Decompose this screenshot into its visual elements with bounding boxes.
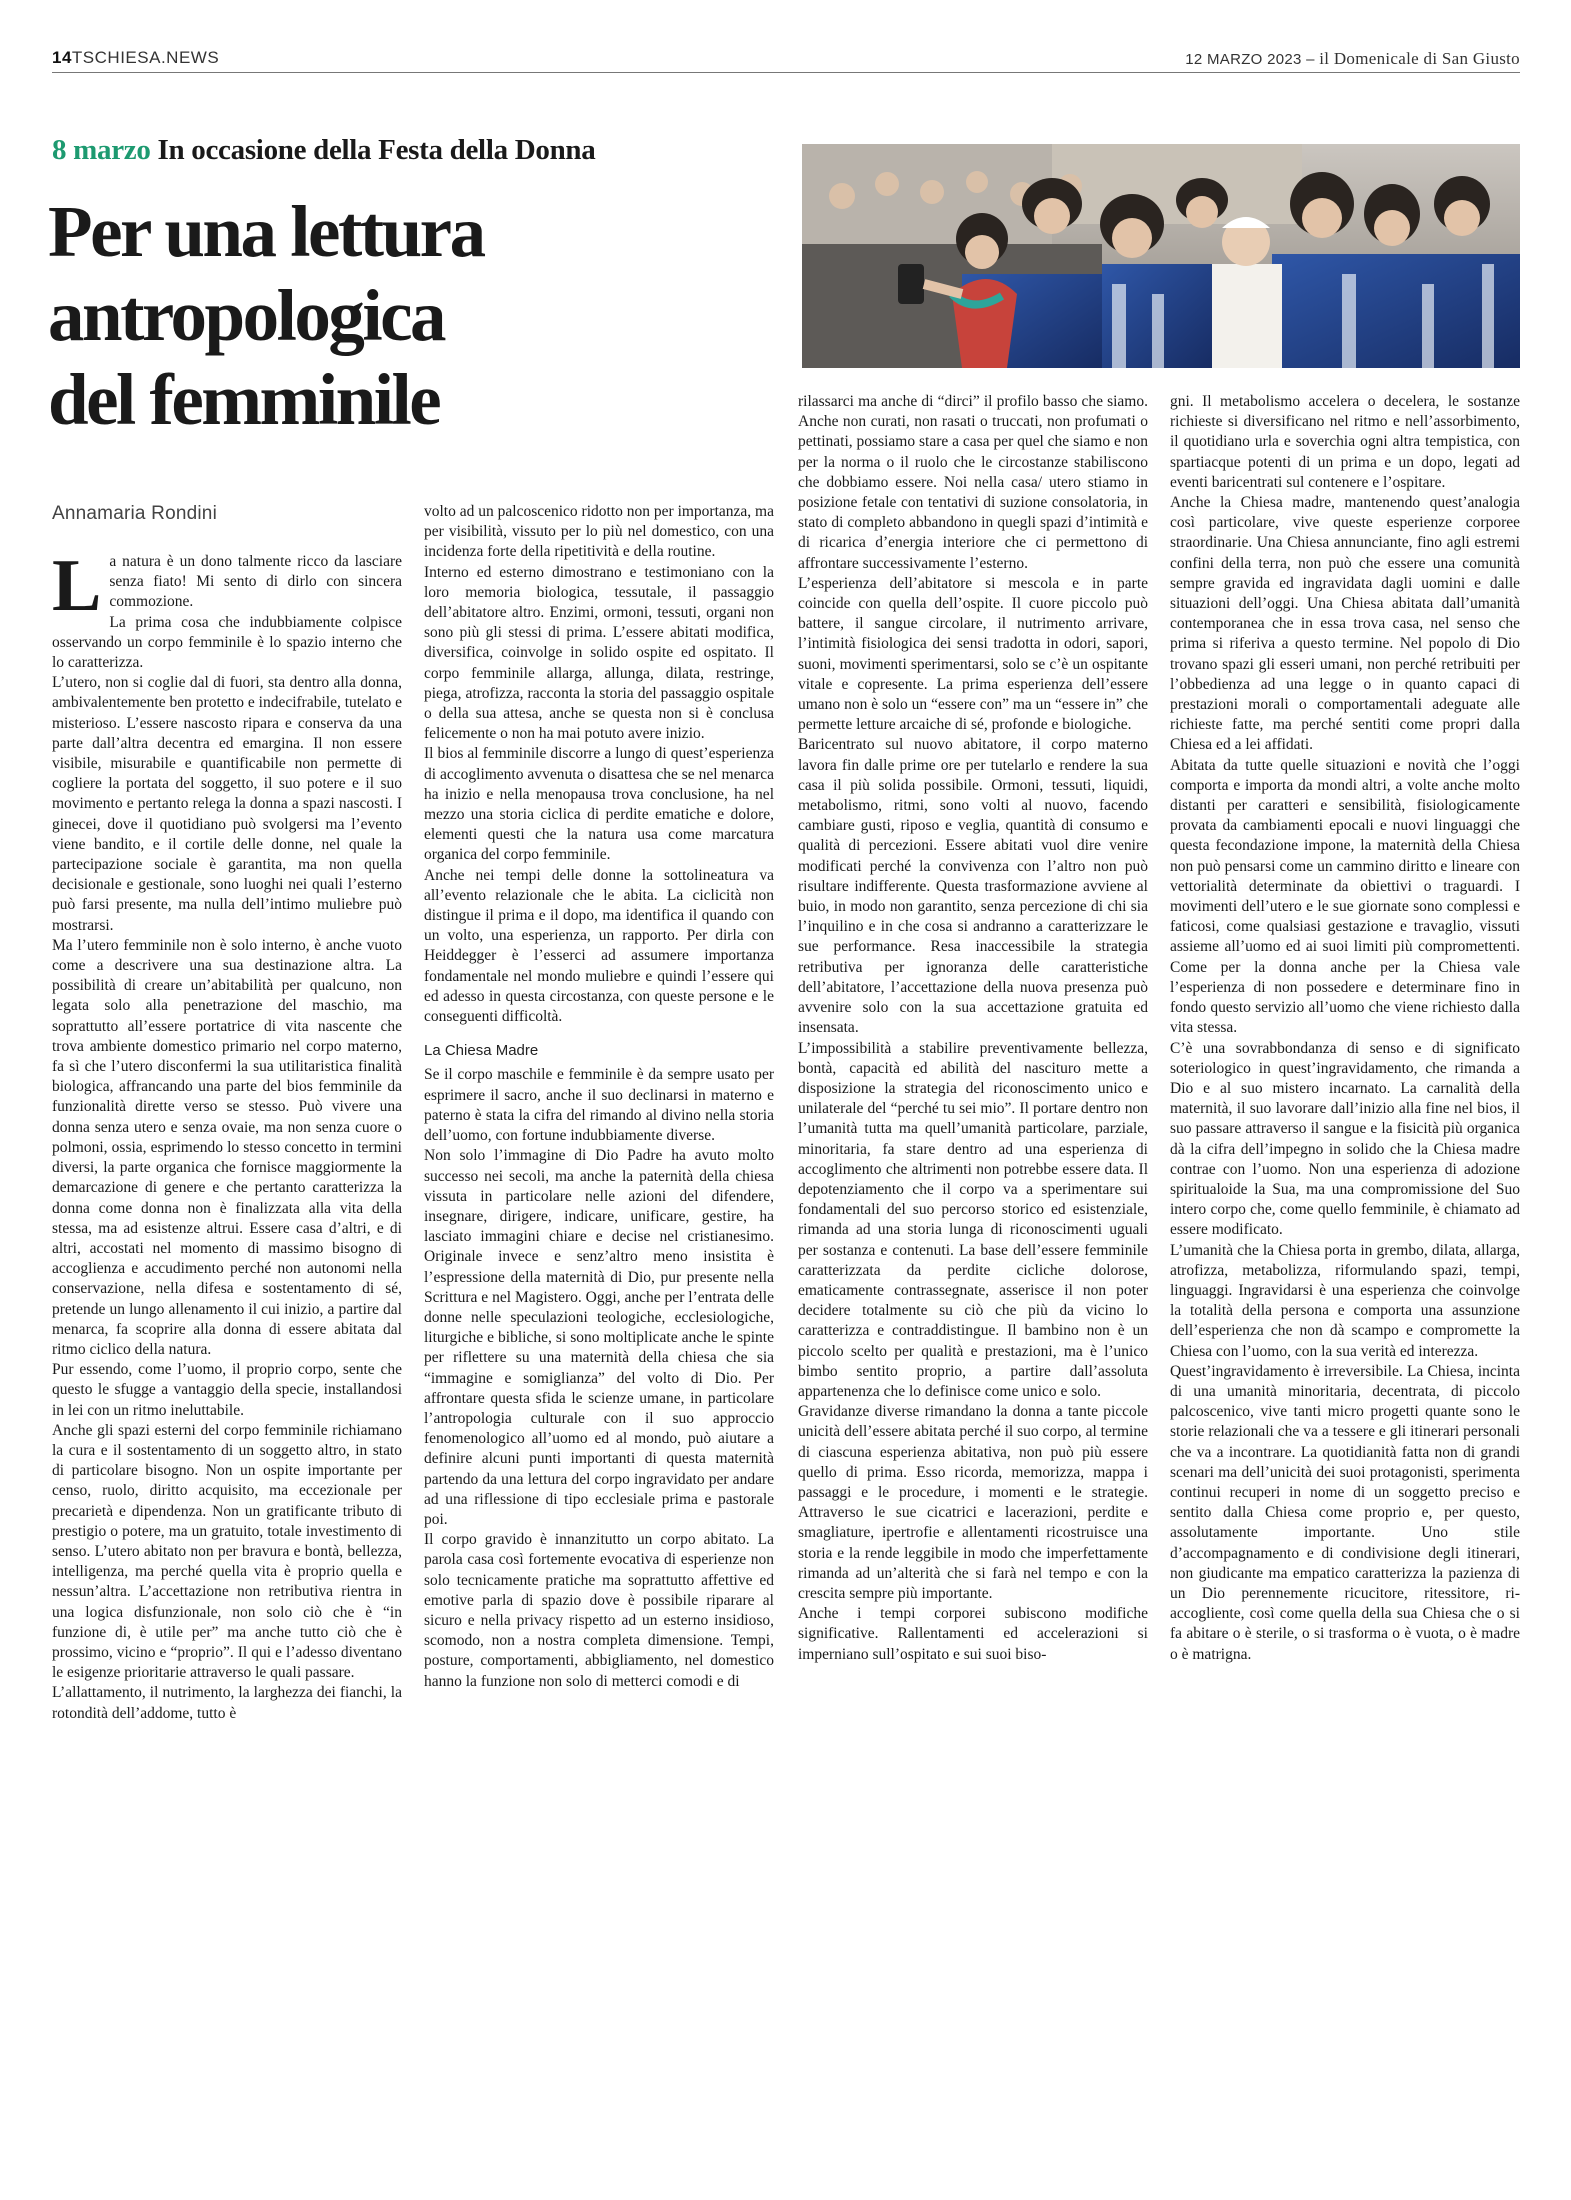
article-author: Annamaria Rondini [52,503,217,524]
paragraph: Baricentrato sul nuovo abitatore, il corpo materno lavora fin dalle prime ore per tutelarlo e rendere la sua casa il più solida possibile. Ormoni, tessuti, liquidi, metabolismo, ritmi, sono volti al nuovo, facendo cambiare gusti, riposo e veglia, quantità di consumo e qualità di percezioni. Essere abitati vuol dire venire modificati perché la convivenza con l’altro non può risultare indifferente. Questa trasformazione avviene al buio, in modo non garantito, senza percezione di chi sia l’inquilino e in che cosa si andranno a caratterizzare le sue performance. Resa inaccessibile la strategia retributiva per ignoranza delle caratteristiche dell’abitatore, l’accettazione della nuova presenza può avvenire solo con la sua accettazione gratuita ed insensata. [798,736,1148,1037]
article-title [48,190,788,442]
paragraph: C’è una sovrabbondanza di senso e di significato soteriologico in quest’ingravidamento, che rimanda a Dio e al suo mistero incarnato. La carnalità della maternità, il suo lavorare dall’inizio alla fine nel bios, il suo passare attraverso il sangue e la fisicità più organica dà la cifra dell’impegno in solido che la Chiesa madre contrae con l’uomo. Non una esperienza di adozione spiritualoide la Sua, ma una compromissione del Suo intero corpo che, come quello femminile, è chiamato ad essere modificato. [1170,1039,1520,1239]
paragraph: Gravidanze diverse rimandano la donna a tante piccole unicità dell’essere abitata perché il suo corpo, al termine di ciascuna esperienza abitativa, non può più essere quello di prima. Esso ricorda, memorizza, mappa i passaggi e le procedure, i momenti e le strategie. Attraverso le sue cicatrici e lacerazioni, perdite e smagliature, ipertrofie e allentamenti ricostruisce una storia e la rende leggibile in modo che imperfettamente rimanda ad un’alterità che si farà nel tempo e con la crescita sempre più importante. [798,1403,1148,1602]
paragraph: Abitata da tutte quelle situazioni e novità che l’oggi comporta e importa da mondi altri, a volte anche molto distanti per caratteri e sensibilità, fisiologicamente provata da cambiamenti epocali e nuovi linguaggi che questa fecondazione impone, la maternità della Chiesa non può pensarsi come un cammino diritto e lineare con vettorialità determinate da obiettivi o traguardi. I movimenti dell’utero e le sue giornate sono complessi e faticosi, come qualsiasi gestazione e travaglio, vissuti assieme all’uomo ed ai suoi limiti più compromettenti. Come per la donna anche per la Chiesa vale l’esperienza di non possedere e determinare fino in fondo questo servizio all’uomo che viene richiesto dalla vita stessa. [1170,756,1520,1037]
paragraph: gni. Il metabolismo accelera o decelera, le sostanze richieste si diversificano nel ritmo e nell’assorbimento, il quotidiano urla e soverchia ogni altra tempistica, con spartiacque potenti di un prima e un dopo, legati ad eventi baricentrati sul contenere e l’ospitare. [1170,393,1520,491]
paragraph: Interno ed esterno dimostrano e testimoniano con la loro memoria biologica, tessutale, il passaggio dell’abitatore altro. Enzimi, ormoni, tessuti, organi non sono più gli stessi di prima. L’essere abitati modifica, diversifica, coinvolge in solido ospite ed ospitato. Il corpo femminile allarga, allunga, dilata, restringe, piega, atrofizza, racconta la storia del passaggio ospitale o della sua attesa, anche se questa non si è conclusa felicemente o non ha mai potuto avere inizio. [424,563,774,743]
header-left [52,48,219,68]
paragraph: Il bios al femminile discorre a lungo di quest’esperienza di accoglimento avvenuta o disattesa che se nel menarca ha inizio e nella menopausa trova conclusione, ha nel mezzo una storia ciclica di perdite ematiche e dolore, elementi questi che la natura usa come marcatura organica del corpo femminile. [424,745,774,864]
title-line: Per una lettura [48,191,484,272]
paragraph: rilassarci ma anche di “dirci” il profilo basso che siamo. Anche non curati, non rasati o truccati, non profumati o pettinati, possiamo stare a casa per quel che siamo e non per la norma o il ruolo che le circostanze stabiliscono che dobbiamo essere. Noi nella casa/ utero stiamo in posizione fetale con tentativi di suzione consolatoria, in stato di completo abbandono in quegli spazi d’intimità e di ricarica d’energia interiore che ci permettono di affrontare successivamente l’esterno. [798,393,1148,572]
title-line: antropologica [48,275,445,356]
header-right [1185,49,1520,69]
paragraph-text: a natura è un dono talmente ricco da lasciare senza fiato! Mi sento di dirlo con sincera commozione. [109,553,402,611]
paragraph: volto ad un palcoscenico ridotto non per importanza, ma per visibilità, vissuto per lo più nel domestico, con una incidenza forte della ripetitività e della routine. [424,503,774,561]
paragraph: Se il corpo maschile e femminile è da sempre usato per esprimere il sacro, anche il suo declinarsi in materno e paterno è stata la cifra del rimando al divino nella storia dell’uomo, con fortune indubbiamente diverse. [424,1066,774,1145]
title-line: del femminile [48,359,440,440]
site-name[interactable]: TSCHIESA.NEWS [71,48,220,67]
paragraph: L’esperienza dell’abitatore si mescola e in parte coincide con quella dell’ospite. Il cuore piccolo può battere, il sangue circolare, il nutrimento arrivare, l’intimità fisiologica dei sensi tradotta in odori, sapori, suoni, movimenti sperimentarsi, solo se c’è un ospitante vitale e copresente. La prima esperienza dell’essere umano non è solo un “essere con” ma un “essere in” che permette letture arcaiche di sé, profonde e biologiche. [798,574,1148,734]
paragraph: La prima cosa che indubbiamente colpisce osservando un corpo femminile è lo spazio interno che lo caratterizza. [52,613,402,672]
paragraph [52,545,402,627]
paragraph: Anche la Chiesa madre, mantenendo quest’analogia così particolare, vive queste esperienze corporee straordinarie. Una Chiesa annunciante, fino agli estremi confini della terra, non può che essere una comunità sempre gravida ed ingravidata dagli uomini e dalle situazioni dell’oggi. Una Chiesa abitata dall’umanità contemporanea che in essa trova casa, nel senso che prima si riferiva a questo termine. Nel popolo di Dio trovano spazi gli esseri umani, non perché retribuiti per l’obbedienza ad una legge o in quanto capaci di prestazioni morali o comportamentali adeguate alle richieste fatte, ma perché sentiti come propri dalla Chiesa ed a lei affidati. [1170,494,1520,754]
kicker-text: In occasione della Festa della Donna [157,134,596,166]
crowd-photo-illustration [802,144,1520,368]
paper-name: il Domenicale di San Giusto [1319,49,1520,68]
paragraph: Non solo l’immagine di Dio Padre ha avuto molto successo nei secoli, ma anche la paternità della chiesa vissuta in particolare nelle azioni del difendere, insegnare, dirigere, indicare, unificare, gestire, ha lasciato immagini chiare e decise nel cristianesimo. Originale invece e senz’altro meno insistita è l’espressione della maternità di Dio, pur presente nella Scrittura e nel Magistero. Oggi, anche per l’entrata delle donne nelle speculazioni teologiche, ecclesiologiche, liturgiche e bibliche, si sono moltiplicate anche le spinte per riflettere su una maternità della chiesa che sia “immagine e somiglianza” del volto di Dio. Per affrontare questa sfida le scienze umane, in particolare l’antropologia culturale con il suo approccio fenomenologico all’uomo ed al mondo, può aiutare a definire alcuni punti importanti di questa maternità partendo da una lettura del corpo ingravidato per andare ad una riflessione di tipo ecclesiale prima e pastorale poi. [424,1147,774,1528]
issue-date: 12 MARZO 2023 – [1185,51,1315,68]
article-column-3 [798,392,1148,1665]
paragraph: L’impossibilità a stabilire preventivamente bellezza, bontà, capacità ed abilità del nascituro mette a disposizione la strategia del riconoscimento unico e unilaterale del “perché tu sei mio”. Il portare dentro non l’umanità tutta ma quell’umanità particolare, parziale, minoritaria, fa stare dentro ad una esperienza di accoglimento che altrimenti non potrebbe essere data. Il depotenziamento che il corpo va a sperimentare sui fondamentali del suo percorso storico ed esistenziale, rimanda ad una storia lunga di riconoscimenti uguali per sostanza e contenuti. La base dell’essere femminile caratterizzata da perdite cicliche dolorose, ematicamente contrassegnate, asserisce il non poter decidere totalmente su ciò che più da vicino lo caratterizza e contraddistingue. Il bambino non è un piccolo scelto per qualità e prestazioni, ma è l’unico bimbo sentito proprio, a partire dall’assoluta appartenenza che lo definisce come unico e solo. [798,1039,1148,1400]
paragraph: Anche nei tempi delle donne la sottolineatura va all’evento relazionale che le abita. La ciclicità non distingue il prima e il dopo, ma identifica il quando con un volto, una esperienza, un rapporto. Per dirla con Heiddegger è l’esserci ad assumere importanza fondamentale nel mondo muliebre e quindi l’essere qui ed adesso in questa circostanza, con queste persone e le conseguenti difficoltà. [424,866,774,1026]
article-kicker [52,134,792,167]
paragraph: Ma l’utero femminile non è solo interno, è anche vuoto come a descrivere una sua destinazione altra. La possibilità di creare un’abitabilità per qualcuno, non legata solo alla penetrazione del maschio, ma soprattutto all’essere portatrice di vita nascente che trova ambiente domestico primario nel corpo materno, fa sì che l’utero disconfermi la sua utilitaristica finalità biologica, affrancando una parte del bios femminile da funzionalità dirette verso se stesso. Può vivere una donna senza utero e senza ovaie, ma non senza cuore o polmoni, ossia, esprimendo lo stesso concetto in termini diversi, la parte organica che fornisce maggiormente la demarcazione di genere e che pertanto caratterizza la donna come donna non è finalizzata alla vita della stessa, ma ad esistenze altrui. Essere casa d’altri, e di altri, accostati nel momento di massimo bisogno di accoglienza e accudimento perché non autonomi nella conservazione, nella difesa e sostentamento di sé, pretende un lungo allenamento il cui inizio, a partire dal menarca, fa scoprire alla donna di essere abitata dal ritmo ciclico della natura. [52,936,402,1358]
paragraph: Il corpo gravido è innanzitutto un corpo abitato. La parola casa così fortemente evocativa di esperienze non solo tecnicamente pratiche ma soprattutto affettive ed emotive parla di spazio dove è possibile riparare al sicuro e nella privacy rispetto ad un esterno insidioso, scomodo, non a nostra completa dimensione. Tempi, posture, comportamenti, abbigliamento, nel domestico hanno la funzione non solo di metterci comodi e di [424,1531,774,1690]
drop-cap: L [52,545,102,627]
page-header [52,46,1520,73]
paragraph: Quest’ingravidamento è irreversibile. La Chiesa, incinta di una umanità minoritaria, decentrata, di piccolo palcoscenico, vive tanti micro progetti quante sono le storie relazionali che va a tessere e gli itinerari personali che va a incontrare. La quotidianità fatta non di grandi scenari ma dell’unicità dei suoi protagonisti, sperimenta continui recuperi in nome di un soggetto preciso e sentito dalla Chiesa come proprio e, per questo, assolutamente importante. Uno stile d’accompagnamento e di condivisione degli itinerari, non giudicante ma empatico caratterizza la pazienza di un Dio perennemente ricucitore, ritessitore, ri-accogliente, così come quella della sua Chiesa che o si fa abitare o è sterile, o si trasforma o è vuota, o è madre o è matrigna. [1170,1362,1520,1663]
article-photo [802,144,1520,368]
section-subhead: La Chiesa Madre [424,1042,539,1060]
paragraph: L’umanità che la Chiesa porta in grembo, dilata, allarga, atrofizza, metabolizza, riformulando spazi, tempi, linguaggi. Ingravidarsi è una esperienza che coinvolge la totalità della persona e comporta una assunzione dell’esperienza che non dà scampo e compromette la Chiesa con l’uomo, con la sua verità ed interezza. [1170,1241,1520,1360]
paragraph: Anche i tempi corporei subiscono modifiche significative. Rallentamenti ed accelerazioni si imperniano sull’ospitato e sui suoi biso- [798,1605,1148,1663]
kicker-date: 8 marzo [52,134,151,166]
paragraph: Pur essendo, come l’uomo, il proprio corpo, sente che questo le sfugge a vantaggio della specie, installandosi in lei con un ritmo ineluttabile. [52,1361,402,1419]
page-number: 14 [52,48,72,67]
article-column-2 [424,502,774,1692]
article-column-4 [1170,392,1520,1665]
paragraph: Anche gli spazi esterni del corpo femminile richiamano la cura e il sostentamento di un soggetto altro, in stato di particolare bisogno. Non un ospite importante per censo, ruolo, diritto acquisito, ma eccezionale per precarietà e dipendenza. Non un gratificante tributo di prestigio o potere, ma un gratuito, totale investimento di senso. L’utero abitato non per bravura e bontà, bellezza, intelligenza, ma perché quella vita è proprio quella e nessun’altra. L’accettazione non retributiva rientra in una logica disfunzionale, non solo ciò che è “in funzione di, è utile per” ma anche tutto ciò che è prossimo, vicino e “proprio”. Il qui e l’adesso diventano le esigenze prioritarie attraverso le quali passare. [52,1421,402,1682]
paragraph: L’allattamento, il nutrimento, la larghezza dei fianchi, la rotondità dell’addome, tutto è [52,1684,402,1722]
paragraph: L’utero, non si coglie dal di fuori, sta dentro alla donna, ambivalentemente ben protetto e indecifrabile, tutelato e misterioso. L’essere nascosto ripara e conserva da una parte dall’altra decentra ed emargina. Il non essere visibile, misurabile e quantificabile non permette di cogliere la portata del soggetto, il suo potere e il suo movimento e pertanto relega la donna a spazi nascosti. I ginecei, dove il quotidiano può svolgersi ma l’evento viene bandito, e il cortile delle donne, nel quale la partecipazione sociale è garantita, ma non quella decisionale e gestionale, sono luoghi nei quali l’esterno può farsi presente, ma nulla dell’intimo muliebre può mostrarsi. [52,674,402,934]
article-column-1 [52,545,402,1724]
